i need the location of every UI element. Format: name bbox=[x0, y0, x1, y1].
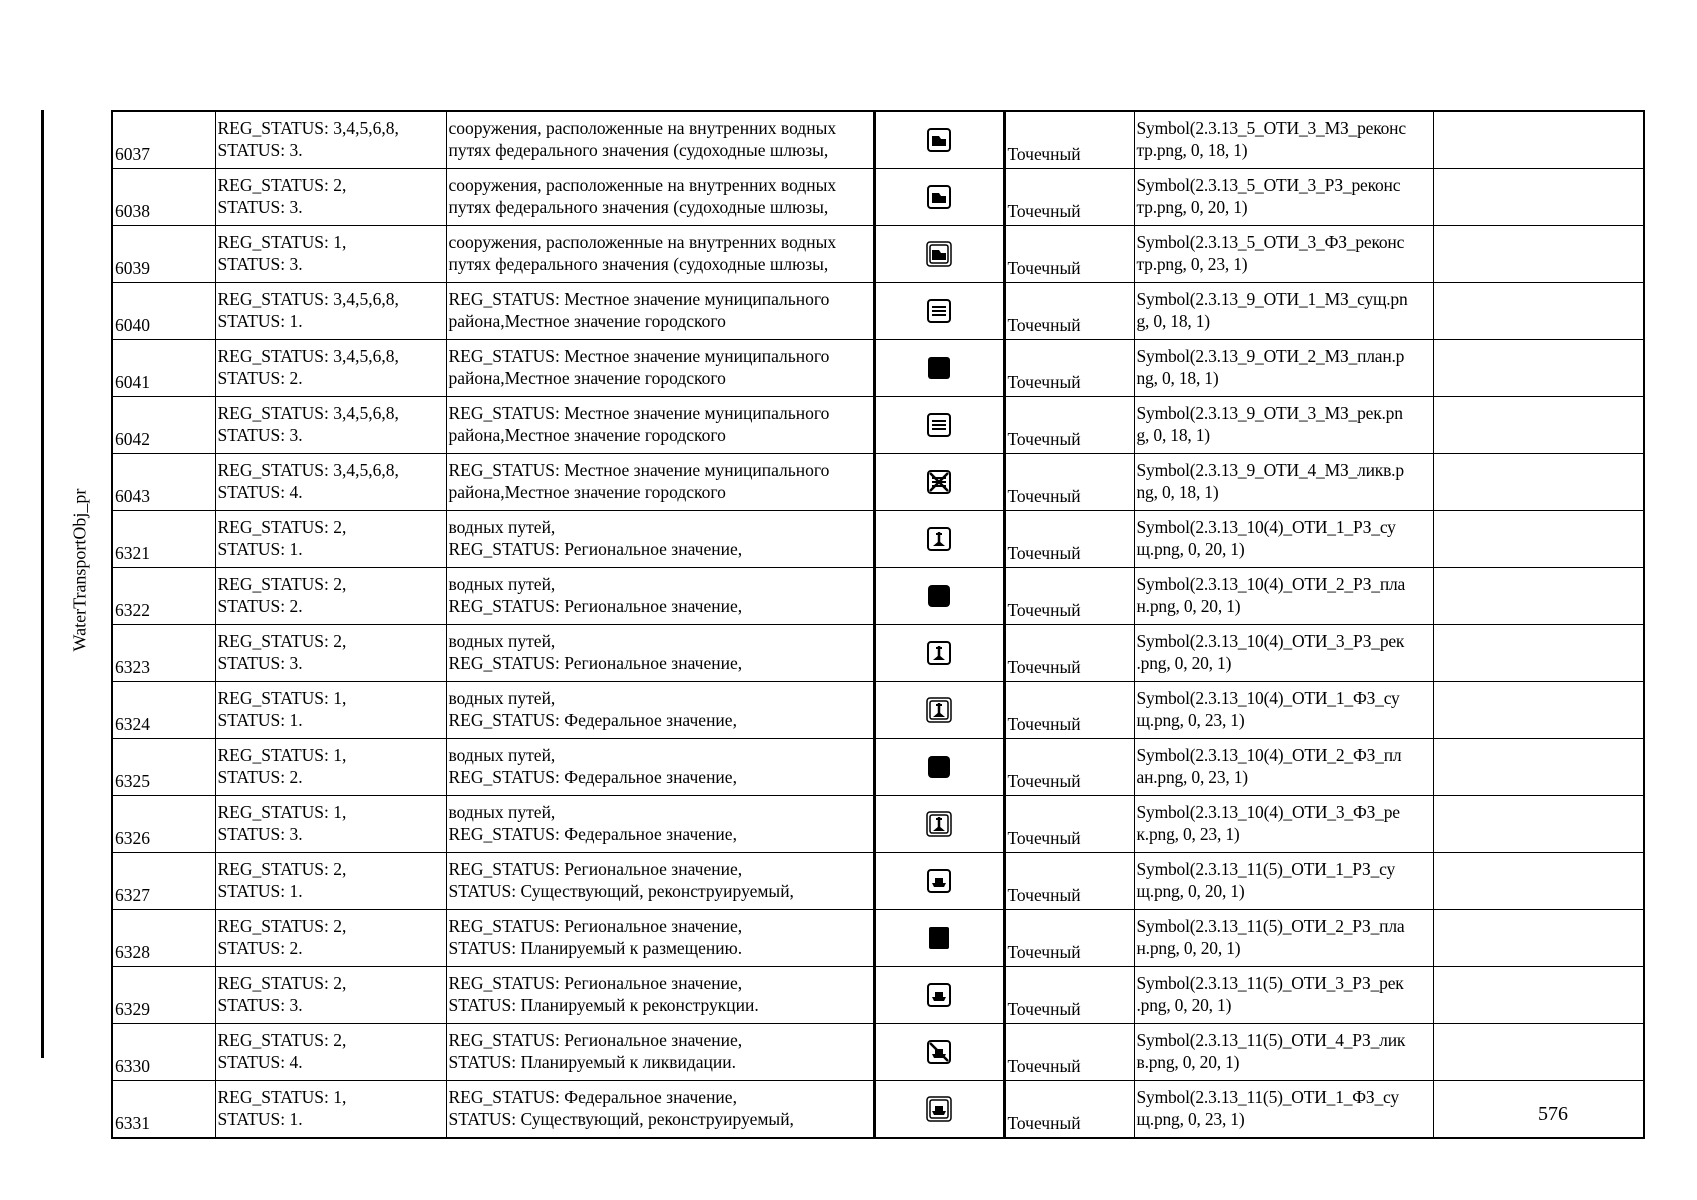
description-cell bbox=[446, 910, 874, 967]
symbol-spec-line-2: тр.png, 0, 18, 1) bbox=[1136, 140, 1248, 160]
description-line-1: REG_STATUS: Региональное значение, bbox=[448, 973, 743, 993]
description-line-2: путях федерального значения (судоходные шлюзы, bbox=[448, 140, 829, 160]
condition-line-1: REG_STATUS: 1, bbox=[217, 1087, 347, 1107]
symbol-spec-cell bbox=[1134, 454, 1433, 511]
object-code: 6324 bbox=[112, 682, 215, 739]
symbol-spec-line-2: ng, 0, 18, 1) bbox=[1136, 482, 1219, 502]
condition-cell bbox=[215, 796, 446, 853]
symbol-spec-cell bbox=[1134, 1024, 1433, 1081]
empty-cell bbox=[1433, 169, 1644, 226]
symbol-spec-line-1: Symbol(2.3.13_9_ОТИ_2_МЗ_план.p bbox=[1136, 346, 1405, 366]
page-number: 576 bbox=[1538, 1103, 1568, 1125]
condition-cell bbox=[215, 283, 446, 340]
condition-line-1: REG_STATUS: 1, bbox=[217, 688, 347, 708]
condition-line-2: STATUS: 2. bbox=[217, 596, 303, 616]
layer-name-label: WaterTransportObj_pr bbox=[69, 488, 90, 652]
geometry-type: Точечный bbox=[1004, 568, 1134, 625]
anchor-fz-planned-icon bbox=[926, 754, 952, 780]
empty-cell bbox=[1433, 739, 1644, 796]
anchor-rz-planned-icon bbox=[926, 583, 952, 609]
description-line-1: REG_STATUS: Федеральное значение, bbox=[448, 1087, 737, 1107]
symbol-preview-cell bbox=[874, 967, 1004, 1024]
description-line-1: REG_STATUS: Местное значение муниципального bbox=[448, 403, 830, 423]
description-cell bbox=[446, 111, 874, 169]
table-row bbox=[112, 739, 1644, 796]
condition-cell bbox=[215, 967, 446, 1024]
condition-cell bbox=[215, 111, 446, 169]
condition-line-2: STATUS: 1. bbox=[217, 710, 303, 730]
description-line-2: REG_STATUS: Федеральное значение, bbox=[448, 824, 737, 844]
symbol-spec-line-2: щ.png, 0, 23, 1) bbox=[1136, 710, 1245, 730]
ship-rz-existing-icon bbox=[926, 868, 952, 894]
condition-line-2: STATUS: 3. bbox=[217, 824, 303, 844]
description-line-1: водных путей, bbox=[448, 745, 556, 765]
symbol-spec-line-2: ng, 0, 18, 1) bbox=[1136, 368, 1219, 388]
symbol-spec-cell bbox=[1134, 967, 1433, 1024]
ship-rz-planned-icon bbox=[926, 925, 952, 951]
description-cell bbox=[446, 568, 874, 625]
description-line-2: REG_STATUS: Региональное значение, bbox=[448, 596, 743, 616]
table-row bbox=[112, 910, 1644, 967]
description-line-2: STATUS: Существующий, реконструируемый, bbox=[448, 881, 794, 901]
symbol-spec-line-2: .png, 0, 20, 1) bbox=[1136, 653, 1232, 673]
symbol-spec-line-1: Symbol(2.3.13_10(4)_ОТИ_1_ФЗ_су bbox=[1136, 688, 1400, 708]
condition-line-1: REG_STATUS: 2, bbox=[217, 859, 347, 879]
description-cell bbox=[446, 169, 874, 226]
symbol-spec-cell bbox=[1134, 340, 1433, 397]
symbol-preview-cell bbox=[874, 169, 1004, 226]
condition-cell bbox=[215, 1024, 446, 1081]
geometry-type: Точечный bbox=[1004, 283, 1134, 340]
empty-cell bbox=[1433, 283, 1644, 340]
table-row bbox=[112, 169, 1644, 226]
geometry-type: Точечный bbox=[1004, 682, 1134, 739]
condition-cell bbox=[215, 340, 446, 397]
margin-rule bbox=[41, 110, 44, 1058]
description-line-2: района,Местное значение городского bbox=[448, 425, 726, 445]
condition-line-2: STATUS: 3. bbox=[217, 425, 303, 445]
description-cell bbox=[446, 739, 874, 796]
object-code: 6040 bbox=[112, 283, 215, 340]
symbol-preview-cell bbox=[874, 1081, 1004, 1139]
description-cell bbox=[446, 1081, 874, 1139]
lock-mz-recon-icon bbox=[926, 127, 952, 153]
symbol-spec-line-2: в.png, 0, 20, 1) bbox=[1136, 1052, 1240, 1072]
symbol-preview-cell bbox=[874, 511, 1004, 568]
condition-line-1: REG_STATUS: 2, bbox=[217, 517, 347, 537]
condition-line-1: REG_STATUS: 2, bbox=[217, 973, 347, 993]
description-cell bbox=[446, 967, 874, 1024]
condition-line-2: STATUS: 2. bbox=[217, 368, 303, 388]
symbol-spec-line-1: Symbol(2.3.13_9_ОТИ_3_МЗ_рек.pn bbox=[1136, 403, 1403, 423]
description-line-2: STATUS: Существующий, реконструируемый, bbox=[448, 1109, 794, 1129]
symbol-spec-cell bbox=[1134, 397, 1433, 454]
table-row bbox=[112, 1081, 1644, 1139]
condition-cell bbox=[215, 910, 446, 967]
condition-line-2: STATUS: 3. bbox=[217, 140, 303, 160]
geometry-type: Точечный bbox=[1004, 226, 1134, 283]
object-code: 6331 bbox=[112, 1081, 215, 1139]
condition-line-2: STATUS: 3. bbox=[217, 254, 303, 274]
symbol-preview-cell bbox=[874, 739, 1004, 796]
table-row bbox=[112, 853, 1644, 910]
geometry-type: Точечный bbox=[1004, 340, 1134, 397]
table-row bbox=[112, 454, 1644, 511]
object-code: 6328 bbox=[112, 910, 215, 967]
symbol-spec-line-2: .png, 0, 20, 1) bbox=[1136, 995, 1232, 1015]
symbol-spec-line-1: Symbol(2.3.13_9_ОТИ_1_МЗ_сущ.pn bbox=[1136, 289, 1408, 309]
description-cell bbox=[446, 1024, 874, 1081]
symbol-spec-line-1: Symbol(2.3.13_5_ОТИ_3_РЗ_реконс bbox=[1136, 175, 1401, 195]
description-line-1: водных путей, bbox=[448, 631, 556, 651]
condition-cell bbox=[215, 169, 446, 226]
object-code: 6037 bbox=[112, 111, 215, 169]
symbol-spec-line-2: щ.png, 0, 23, 1) bbox=[1136, 1109, 1245, 1129]
condition-cell bbox=[215, 1081, 446, 1139]
condition-cell bbox=[215, 511, 446, 568]
condition-line-1: REG_STATUS: 3,4,5,6,8, bbox=[217, 403, 399, 423]
symbol-spec-line-1: Symbol(2.3.13_10(4)_ОТИ_1_РЗ_су bbox=[1136, 517, 1396, 537]
symbol-spec-line-2: щ.png, 0, 20, 1) bbox=[1136, 539, 1245, 559]
symbol-preview-cell bbox=[874, 625, 1004, 682]
empty-cell bbox=[1433, 1024, 1644, 1081]
symbol-preview-cell bbox=[874, 340, 1004, 397]
object-code: 6043 bbox=[112, 454, 215, 511]
description-cell bbox=[446, 226, 874, 283]
description-line-1: REG_STATUS: Региональное значение, bbox=[448, 859, 743, 879]
symbol-preview-cell bbox=[874, 910, 1004, 967]
description-line-1: REG_STATUS: Региональное значение, bbox=[448, 1030, 743, 1050]
symbol-spec-line-1: Symbol(2.3.13_10(4)_ОТИ_2_ФЗ_пл bbox=[1136, 745, 1402, 765]
description-line-2: района,Местное значение городского bbox=[448, 311, 726, 331]
description-cell bbox=[446, 511, 874, 568]
description-line-1: водных путей, bbox=[448, 574, 556, 594]
geometry-type: Точечный bbox=[1004, 169, 1134, 226]
symbol-spec-cell bbox=[1134, 1081, 1433, 1139]
pier-liquidation-icon bbox=[926, 469, 952, 495]
empty-cell bbox=[1433, 568, 1644, 625]
symbol-spec-line-1: Symbol(2.3.13_9_ОТИ_4_МЗ_ликв.p bbox=[1136, 460, 1404, 480]
symbol-preview-cell bbox=[874, 397, 1004, 454]
condition-line-1: REG_STATUS: 2, bbox=[217, 574, 347, 594]
description-line-1: водных путей, bbox=[448, 688, 556, 708]
table-row bbox=[112, 111, 1644, 169]
condition-cell bbox=[215, 226, 446, 283]
condition-cell bbox=[215, 454, 446, 511]
symbol-preview-cell bbox=[874, 283, 1004, 340]
description-cell bbox=[446, 397, 874, 454]
symbol-preview-cell bbox=[874, 682, 1004, 739]
geometry-type: Точечный bbox=[1004, 739, 1134, 796]
symbol-spec-line-1: Symbol(2.3.13_11(5)_ОТИ_4_РЗ_лик bbox=[1136, 1030, 1406, 1050]
symbol-spec-cell bbox=[1134, 511, 1433, 568]
object-code: 6041 bbox=[112, 340, 215, 397]
table-row bbox=[112, 967, 1644, 1024]
table-row bbox=[112, 511, 1644, 568]
empty-cell bbox=[1433, 682, 1644, 739]
description-line-2: STATUS: Планируемый к размещению. bbox=[448, 938, 743, 958]
condition-line-1: REG_STATUS: 2, bbox=[217, 631, 347, 651]
geometry-type: Точечный bbox=[1004, 1024, 1134, 1081]
condition-line-1: REG_STATUS: 2, bbox=[217, 1030, 347, 1050]
symbol-preview-cell bbox=[874, 454, 1004, 511]
description-line-2: STATUS: Планируемый к ликвидации. bbox=[448, 1052, 737, 1072]
condition-line-1: REG_STATUS: 3,4,5,6,8, bbox=[217, 289, 399, 309]
condition-line-2: STATUS: 1. bbox=[217, 1109, 303, 1129]
symbol-preview-cell bbox=[874, 568, 1004, 625]
condition-line-2: STATUS: 3. bbox=[217, 653, 303, 673]
object-code: 6330 bbox=[112, 1024, 215, 1081]
anchor-rz-existing-icon bbox=[926, 526, 952, 552]
empty-cell bbox=[1433, 111, 1644, 169]
object-code: 6042 bbox=[112, 397, 215, 454]
table-row bbox=[112, 340, 1644, 397]
symbol-spec-line-1: Symbol(2.3.13_5_ОТИ_3_МЗ_реконс bbox=[1136, 118, 1406, 138]
symbol-spec-line-1: Symbol(2.3.13_5_ОТИ_3_ФЗ_реконс bbox=[1136, 232, 1405, 252]
symbol-spec-line-1: Symbol(2.3.13_11(5)_ОТИ_2_РЗ_пла bbox=[1136, 916, 1405, 936]
table-row bbox=[112, 625, 1644, 682]
symbol-spec-cell bbox=[1134, 169, 1433, 226]
description-line-2: путях федерального значения (судоходные шлюзы, bbox=[448, 197, 829, 217]
geometry-type: Точечный bbox=[1004, 625, 1134, 682]
empty-cell bbox=[1433, 967, 1644, 1024]
symbol-preview-cell bbox=[874, 111, 1004, 169]
symbol-preview-cell bbox=[874, 226, 1004, 283]
empty-cell bbox=[1433, 397, 1644, 454]
symbol-spec-cell bbox=[1134, 226, 1433, 283]
symbol-spec-line-2: g, 0, 18, 1) bbox=[1136, 311, 1210, 331]
symbol-spec-line-1: Symbol(2.3.13_10(4)_ОТИ_3_РЗ_рек bbox=[1136, 631, 1405, 651]
description-cell bbox=[446, 853, 874, 910]
empty-cell bbox=[1433, 340, 1644, 397]
condition-cell bbox=[215, 568, 446, 625]
table-row bbox=[112, 1024, 1644, 1081]
symbol-spec-line-1: Symbol(2.3.13_11(5)_ОТИ_1_ФЗ_су bbox=[1136, 1087, 1399, 1107]
condition-line-2: STATUS: 2. bbox=[217, 767, 303, 787]
object-code: 6322 bbox=[112, 568, 215, 625]
object-code: 6321 bbox=[112, 511, 215, 568]
empty-cell bbox=[1433, 853, 1644, 910]
empty-cell bbox=[1433, 910, 1644, 967]
description-cell bbox=[446, 340, 874, 397]
condition-line-2: STATUS: 1. bbox=[217, 311, 303, 331]
geometry-type: Точечный bbox=[1004, 511, 1134, 568]
description-line-1: водных путей, bbox=[448, 517, 556, 537]
object-code: 6325 bbox=[112, 739, 215, 796]
condition-line-2: STATUS: 1. bbox=[217, 881, 303, 901]
geometry-type: Точечный bbox=[1004, 397, 1134, 454]
symbol-spec-cell bbox=[1134, 283, 1433, 340]
symbol-spec-line-2: н.png, 0, 20, 1) bbox=[1136, 596, 1241, 616]
condition-line-2: STATUS: 1. bbox=[217, 539, 303, 559]
symbol-spec-line-1: Symbol(2.3.13_11(5)_ОТИ_1_РЗ_су bbox=[1136, 859, 1396, 879]
table-row bbox=[112, 796, 1644, 853]
symbol-spec-cell bbox=[1134, 568, 1433, 625]
description-cell bbox=[446, 625, 874, 682]
pier-planned-icon bbox=[926, 355, 952, 381]
geometry-type: Точечный bbox=[1004, 967, 1134, 1024]
pier-existing-icon bbox=[926, 298, 952, 324]
condition-line-1: REG_STATUS: 1, bbox=[217, 232, 347, 252]
symbol-spec-cell bbox=[1134, 796, 1433, 853]
object-code: 6326 bbox=[112, 796, 215, 853]
empty-cell bbox=[1433, 511, 1644, 568]
symbol-spec-line-2: g, 0, 18, 1) bbox=[1136, 425, 1210, 445]
condition-line-1: REG_STATUS: 3,4,5,6,8, bbox=[217, 460, 399, 480]
geometry-type: Точечный bbox=[1004, 910, 1134, 967]
symbol-preview-cell bbox=[874, 1024, 1004, 1081]
description-line-2: STATUS: Планируемый к реконструкции. bbox=[448, 995, 759, 1015]
symbol-spec-line-2: щ.png, 0, 20, 1) bbox=[1136, 881, 1245, 901]
condition-cell bbox=[215, 682, 446, 739]
lock-fz-recon-icon bbox=[926, 241, 952, 267]
object-code: 6327 bbox=[112, 853, 215, 910]
description-line-2: REG_STATUS: Региональное значение, bbox=[448, 539, 743, 559]
symbol-spec-cell bbox=[1134, 625, 1433, 682]
geometry-type: Точечный bbox=[1004, 853, 1134, 910]
condition-line-1: REG_STATUS: 3,4,5,6,8, bbox=[217, 118, 399, 138]
ship-fz-existing-icon bbox=[926, 1096, 952, 1122]
table-row bbox=[112, 283, 1644, 340]
object-code: 6329 bbox=[112, 967, 215, 1024]
symbol-table bbox=[111, 110, 1645, 1139]
description-line-1: сооружения, расположенные на внутренних водных bbox=[448, 118, 837, 138]
symbol-spec-line-2: к.png, 0, 23, 1) bbox=[1136, 824, 1240, 844]
description-cell bbox=[446, 796, 874, 853]
anchor-fz-recon-icon bbox=[926, 811, 952, 837]
condition-cell bbox=[215, 739, 446, 796]
description-line-1: сооружения, расположенные на внутренних водных bbox=[448, 232, 837, 252]
ship-rz-liquidation-icon bbox=[926, 1039, 952, 1065]
description-cell bbox=[446, 283, 874, 340]
geometry-type: Точечный bbox=[1004, 111, 1134, 169]
condition-line-1: REG_STATUS: 3,4,5,6,8, bbox=[217, 346, 399, 366]
description-line-2: REG_STATUS: Федеральное значение, bbox=[448, 767, 737, 787]
condition-line-2: STATUS: 3. bbox=[217, 995, 303, 1015]
symbol-preview-cell bbox=[874, 853, 1004, 910]
symbol-spec-cell bbox=[1134, 853, 1433, 910]
condition-line-1: REG_STATUS: 1, bbox=[217, 745, 347, 765]
table-row bbox=[112, 568, 1644, 625]
description-line-1: водных путей, bbox=[448, 802, 556, 822]
description-line-1: REG_STATUS: Местное значение муниципального bbox=[448, 346, 830, 366]
condition-line-1: REG_STATUS: 1, bbox=[217, 802, 347, 822]
symbol-spec-cell bbox=[1134, 111, 1433, 169]
symbol-spec-cell bbox=[1134, 739, 1433, 796]
table-row bbox=[112, 682, 1644, 739]
condition-line-2: STATUS: 3. bbox=[217, 197, 303, 217]
symbol-spec-line-2: ан.png, 0, 23, 1) bbox=[1136, 767, 1248, 787]
condition-cell bbox=[215, 853, 446, 910]
description-cell bbox=[446, 682, 874, 739]
anchor-fz-existing-icon bbox=[926, 697, 952, 723]
description-line-1: REG_STATUS: Местное значение муниципального bbox=[448, 289, 830, 309]
description-line-2: района,Местное значение городского bbox=[448, 368, 726, 388]
geometry-type: Точечный bbox=[1004, 796, 1134, 853]
lock-rz-recon-icon bbox=[926, 184, 952, 210]
symbol-spec-line-1: Symbol(2.3.13_10(4)_ОТИ_2_РЗ_пла bbox=[1136, 574, 1406, 594]
description-line-2: REG_STATUS: Региональное значение, bbox=[448, 653, 743, 673]
ship-rz-recon-icon bbox=[926, 982, 952, 1008]
pier-recon-icon bbox=[926, 412, 952, 438]
condition-line-2: STATUS: 4. bbox=[217, 482, 303, 502]
empty-cell bbox=[1433, 796, 1644, 853]
description-line-1: сооружения, расположенные на внутренних водных bbox=[448, 175, 837, 195]
geometry-type: Точечный bbox=[1004, 454, 1134, 511]
object-code: 6039 bbox=[112, 226, 215, 283]
condition-cell bbox=[215, 625, 446, 682]
symbol-spec-line-1: Symbol(2.3.13_11(5)_ОТИ_3_РЗ_рек bbox=[1136, 973, 1404, 993]
symbol-spec-cell bbox=[1134, 682, 1433, 739]
table-row bbox=[112, 397, 1644, 454]
condition-line-1: REG_STATUS: 2, bbox=[217, 916, 347, 936]
description-line-2: путях федерального значения (судоходные шлюзы, bbox=[448, 254, 829, 274]
empty-cell bbox=[1433, 625, 1644, 682]
description-line-2: района,Местное значение городского bbox=[448, 482, 726, 502]
description-line-1: REG_STATUS: Местное значение муниципального bbox=[448, 460, 830, 480]
symbol-preview-cell bbox=[874, 796, 1004, 853]
symbol-spec-line-2: тр.png, 0, 23, 1) bbox=[1136, 254, 1248, 274]
geometry-type: Точечный bbox=[1004, 1081, 1134, 1139]
description-line-2: REG_STATUS: Федеральное значение, bbox=[448, 710, 737, 730]
condition-cell bbox=[215, 397, 446, 454]
empty-cell bbox=[1433, 454, 1644, 511]
symbol-spec-line-2: тр.png, 0, 20, 1) bbox=[1136, 197, 1248, 217]
symbol-spec-cell bbox=[1134, 910, 1433, 967]
symbol-spec-line-1: Symbol(2.3.13_10(4)_ОТИ_3_ФЗ_ре bbox=[1136, 802, 1400, 822]
description-line-1: REG_STATUS: Региональное значение, bbox=[448, 916, 743, 936]
condition-line-2: STATUS: 4. bbox=[217, 1052, 303, 1072]
table-row bbox=[112, 226, 1644, 283]
symbol-spec-line-2: н.png, 0, 20, 1) bbox=[1136, 938, 1241, 958]
object-code: 6038 bbox=[112, 169, 215, 226]
object-code: 6323 bbox=[112, 625, 215, 682]
condition-line-2: STATUS: 2. bbox=[217, 938, 303, 958]
empty-cell bbox=[1433, 226, 1644, 283]
anchor-rz-recon-icon bbox=[926, 640, 952, 666]
condition-line-1: REG_STATUS: 2, bbox=[217, 175, 347, 195]
description-cell bbox=[446, 454, 874, 511]
